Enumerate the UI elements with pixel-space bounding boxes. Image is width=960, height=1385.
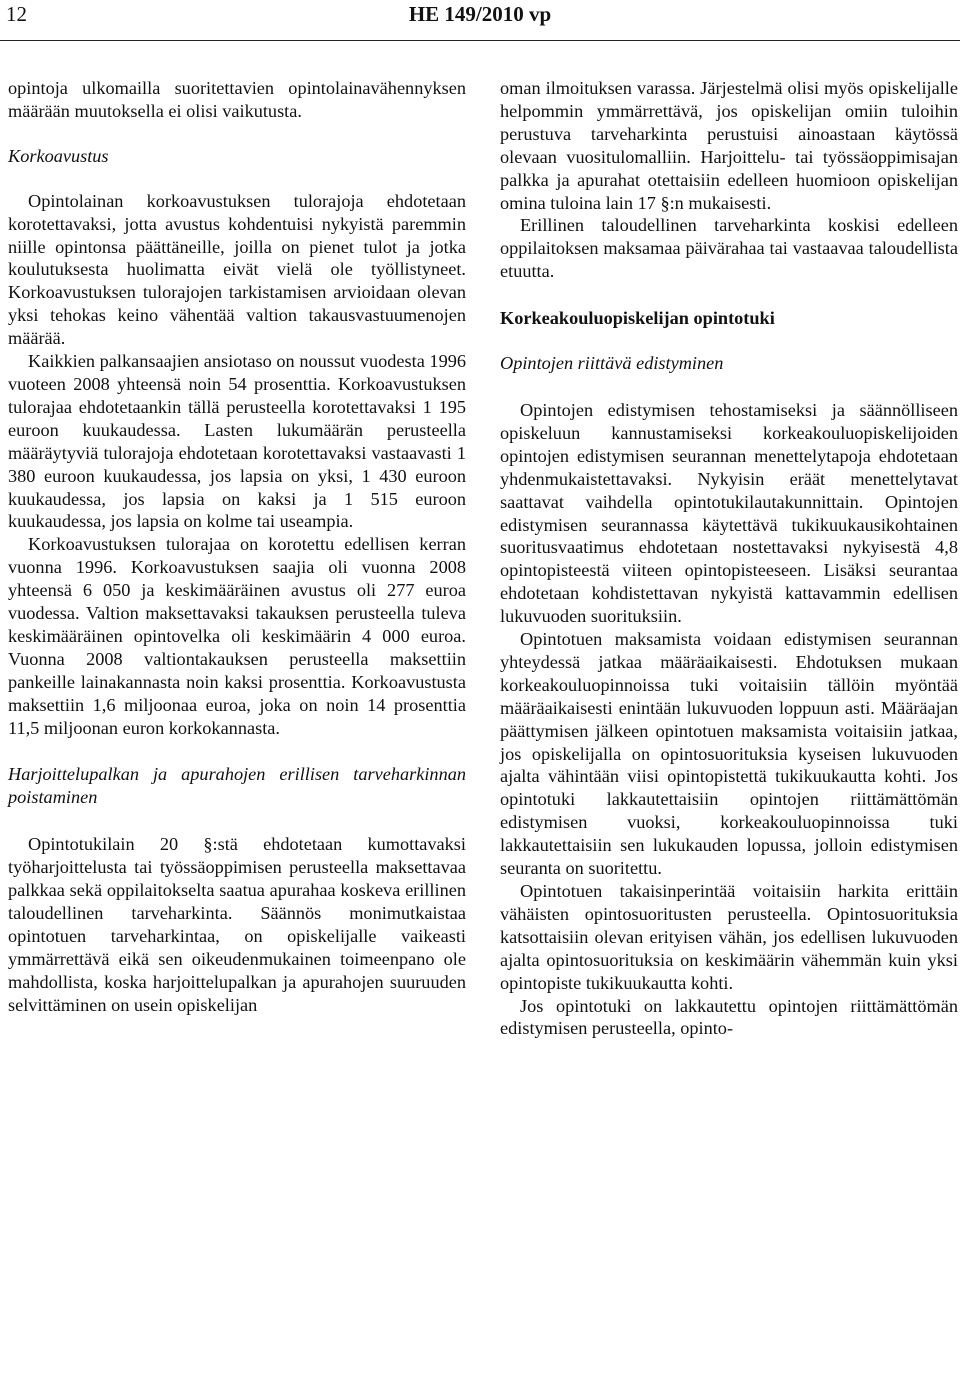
section-heading-korkeakouluopiskelija: Korkeakouluopiskelijan opintotuki [500, 308, 775, 329]
page-number: 12 [6, 2, 27, 26]
paragraph: Jos opintotuki on lakkautettu opintojen riittämättömän edistymisen perusteella, opinto- [500, 995, 958, 1039]
paragraph: oman ilmoituksen varassa. Järjestelmä olisi myös opiskelijalle helpommin ymmärrettävä, jos opiskelijan omiin tuloihin perustuva tarveharkinta perustuisi ainoastaan käytössä olevaan vuositulomalliin. Harjoittelu- tai työssäoppimisajan palkka ja apurahat otettaisiin edelleen huomioon opiskelijan omina tuloina lain 17 §:n mukaisesti. [500, 78, 958, 213]
paragraph: Korkoavustuksen tulorajaa on korotettu edellisen kerran vuonna 1996. Korkoavustuksen saajia oli vuonna 2008 yhteensä 6 050 ja keskimääräinen avustus oli 277 euroa vuodessa. Valtion maksettavaksi takauksen perusteella tuleva keskimääräinen opintovelka oli keskimäärin 4 000 euroa. Vuonna 2008 valtiontakauksen perusteella maksettiin pankeille lainakannasta noin kaksi prosenttia. Korkoavustusta maksettiin 1,6 miljoonaa euroa, joka on noin 14 prosenttia 11,5 miljoonan euron korkokannasta. [8, 534, 466, 738]
subsection-heading-edistyminen: Opintojen riittävä edistyminen [500, 353, 724, 374]
section-heading-harjoittelupalkka: Harjoittelupalkan ja apurahojen erillisen tarveharkinnan poistaminen [8, 764, 466, 808]
paragraph: Opintotukilain 20 §:stä ehdotetaan kumottavaksi työharjoittelusta tai työssäoppimisen perusteella maksettavaa palkkaa sekä oppilaitokselta saatua apurahaa koskeva erillinen taloudellinen tarveharkinta. Säännös monimutkaistaa opintotuen tarveharkintaa, on opiskelijalle vaikeasti ymmärrettävä eikä sen oikeudenmukainen toimeenpano ole mahdollista, koska harjoittelupalkan ja apurahojen suuruuden selvittäminen on usein opiskelijan [8, 834, 466, 1015]
paragraph: opintoja ulkomailla suoritettavien opintolainavähennyksen määrään muutoksella ei olisi vaikutusta. [8, 78, 466, 121]
right-column [500, 77, 958, 1040]
paragraph: Opintojen edistymisen tehostamiseksi ja säännölliseen opiskeluun kannustamiseksi korkeakouluopiskelijoiden opintojen edistymisen seurannan menettelytapoja ehdotetaan yhdenmukaistettavaksi. Nykyisin eräät menettelytavat saattavat vaihdella opintotukilautakunnittain. Opintojen edistymisen seurannassa käytettävä tukikuukausikohtainen suoritusvaatimus ehdotetaan nostettavaksi nykyisestä 4,8 opintopisteestä viiteen opintopisteeseen. Lisäksi seurantaa ehdotetaan kohdistettavan nykyistä kattavammin edellisen lukuvuoden suorituksiin. [500, 399, 958, 627]
page-header [0, 0, 960, 41]
paragraph: Opintotuen maksamista voidaan edistymisen seurannan yhteydessä jatkaa määräaikaisesti. Ehdotuksen mukaan korkeakouluopinnoissa tuki voitaisiin tällöin myöntää määräaikaisesti enintään lukuvuoden loppuun asti. Määräajan päättymisen jälkeen opintotuen maksamista voitaisiin jatkaa, jos opiskelijalla on opintosuorituksia kyseisen lukuvuoden ajalta vähintään viisi opintopistettä tukikuukautta kohti. Jos opintotuki lakkautettaisiin opintojen riittämättömän edistymisen vuoksi, korkeakouluopinnoissa tuki lakkautettaisiin sen lukukauden lopussa, jolloin edistymisen seuranta on suoritettu. [500, 629, 958, 879]
document-id: HE 149/2010 vp [408, 2, 552, 26]
left-column [8, 77, 466, 1017]
section-heading-korkoavustus: Korkoavustus [8, 145, 109, 166]
paragraph: Erillinen taloudellinen tarveharkinta koskisi edelleen oppilaitoksen maksamaa päivärahaa tai vastaavaa taloudellista etuutta. [500, 215, 958, 282]
paragraph: Kaikkien palkansaajien ansiotaso on noussut vuodesta 1996 vuoteen 2008 yhteensä noin 54 prosenttia. Korkoavustuksen tulorajaa ehdotetaankin tällä perusteella korotettavaksi 1 195 euroon kuukaudessa. Lasten lukumäärän perusteella määräytyviä tulorajoja ehdotetaan korotettavaksi vastaavasti 1 380 euroon kuukaudessa, jos lapsia on yksi, 1 430 euroon kuukaudessa, jos lapsia on kaksi ja 1 515 euroon kuukaudessa, jos lapsia on kolme tai useampia. [8, 351, 466, 532]
paragraph: Opintotuen takaisinperintää voitaisiin harkita erittäin vähäisten opintosuoritusten perusteella. Opintosuorituksia katsottaisiin olevan erityisen vähän, jos edellisen lukuvuoden ajalta opintosuorituksia on keskimäärin vähemmän kuin yksi opintopiste tukikuukautta kohti. [500, 881, 958, 993]
paragraph: Opintolainan korkoavustuksen tulorajoja ehdotetaan korotettavaksi, jotta avustus kohdentuisi nykyistä paremmin niille opintonsa päättäneille, joilla on pienet tulot ja jotka koulutuksesta huolimatta eivät vielä ole työllistyneet. Korkoavustuksen tulorajojen tarkistamisen arvioidaan olevan yksi tehokas keino vähentää valtion takausvastuumenojen määrää. [8, 190, 466, 349]
